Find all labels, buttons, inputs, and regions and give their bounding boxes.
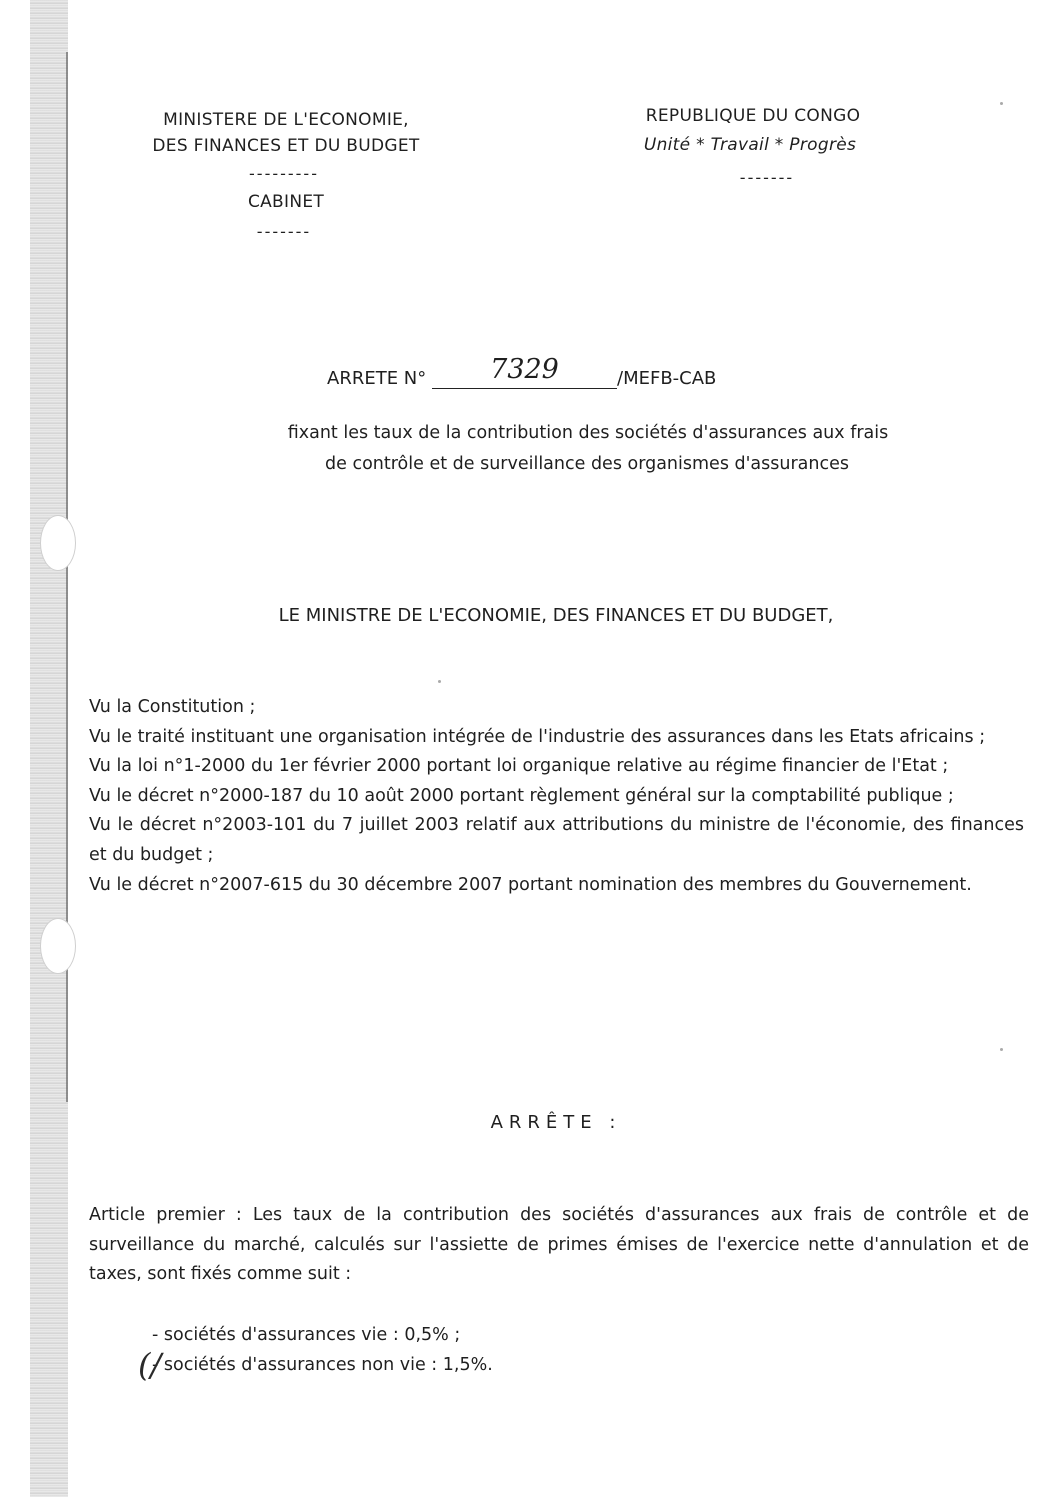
republic-separator: -------: [739, 168, 795, 187]
article-label: Article premier :: [89, 1205, 242, 1225]
subject-line2: de contrôle et de surveillance des organismes d'assurances: [325, 454, 849, 474]
rate-item-vie: - sociétés d'assurances vie : 0,5% ;: [152, 1325, 461, 1345]
rate-item-non-vie: - sociétés d'assurances non vie : 1,5%.: [152, 1355, 493, 1375]
visa-item: Vu la Constitution ;: [89, 697, 256, 717]
scan-speck: [1000, 102, 1003, 105]
arrete-heading: ARRÊTE :: [490, 1112, 622, 1133]
ministry-separator: ---------: [249, 164, 319, 183]
visa-item: Vu la loi n°1-2000 du 1er février 2000 portant loi organique relative au régime financier de l'Etat ;: [89, 756, 949, 777]
arrete-number-field: [432, 354, 617, 389]
binding-strip: [30, 0, 68, 1497]
visa-item: Vu le décret n°2007-615 du 30 décembre 2007 portant nomination des membres du Gouvernement.: [89, 874, 972, 895]
visa-item: Vu le décret n°2003-101 du 7 juillet 2003 relatif aux attributions du ministre de l'économie, des finances et du budget ;: [89, 815, 1024, 865]
republic-motto: Unité * Travail * Progrès: [643, 135, 857, 155]
scan-speck: [438, 680, 441, 683]
cabinet-separator: -------: [256, 222, 312, 241]
minister-heading: LE MINISTRE DE L'ECONOMIE, DES FINANCES ET DU BUDGET,: [278, 605, 834, 626]
punch-hole-bottom: [40, 918, 76, 974]
ministry-line1: MINISTERE DE L'ECONOMIE,: [163, 110, 409, 130]
republic-title: REPUBLIQUE DU CONGO: [645, 106, 861, 126]
handwritten-number: 7329: [490, 354, 559, 385]
visa-item: Vu le traité instituant une organisation intégrée de l'industrie des assurances dans les Etats africains ;: [89, 726, 986, 747]
article-text: Les taux de la contribution des sociétés d'assurances aux frais de contrôle et de surveillance du marché, calculés sur l'assiette de primes émises de l'exercice nette d'annulation et de taxes, sont fixés comme suit :: [89, 1205, 1029, 1284]
ministry-line2: DES FINANCES ET DU BUDGET: [152, 136, 420, 156]
handwritten-check-mark: (/: [138, 1346, 162, 1384]
scan-speck: [1000, 1048, 1003, 1051]
subject-line1: fixant les taux de la contribution des sociétés d'assurances aux frais: [287, 423, 889, 443]
visas-block: [89, 693, 1024, 900]
rates-list: [152, 1320, 493, 1380]
arrete-number-line: [327, 354, 717, 389]
punch-hole-top: [40, 515, 76, 571]
arrete-prefix: ARRETE N°: [327, 368, 427, 389]
article-premier: [89, 1201, 1029, 1290]
visa-item: Vu le décret n°2000-187 du 10 août 2000 portant règlement général sur la comptabilité publique ;: [89, 785, 954, 806]
cabinet-label: CABINET: [247, 192, 325, 212]
arrete-suffix: /MEFB-CAB: [617, 368, 717, 389]
